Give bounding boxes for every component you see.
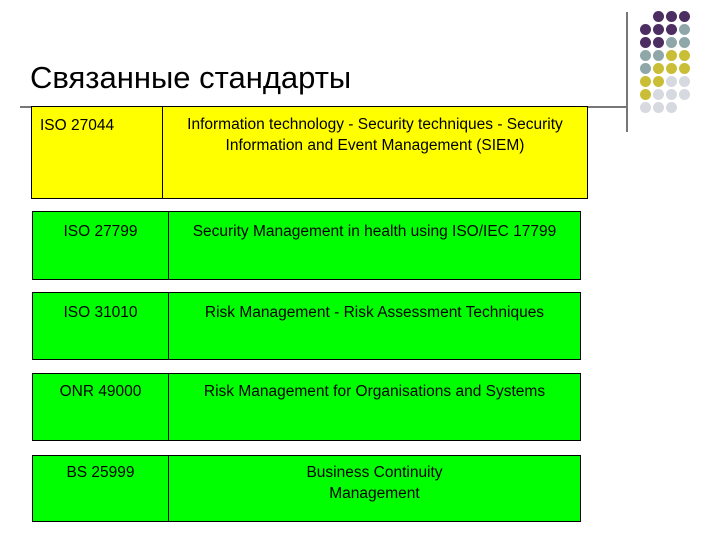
decorative-dot [640, 102, 651, 113]
decorative-dot [666, 50, 677, 61]
decorative-dot [640, 63, 651, 74]
decorative-dot [679, 11, 690, 22]
standard-description: Information technology - Security techniques - Security Information and Event Management (SIEM) [187, 116, 563, 154]
standard-row-bs-25999 [32, 455, 581, 522]
standard-code: ISO 27044 [40, 117, 115, 134]
decorative-dot [640, 50, 651, 61]
decorative-dot [666, 89, 677, 100]
standard-code: ISO 31010 [63, 304, 138, 321]
decorative-dot [640, 37, 651, 48]
decorative-dot [653, 37, 664, 48]
decorative-dot [653, 102, 664, 113]
standard-description: Business Continuity Management [306, 464, 443, 502]
standard-description: Risk Management - Risk Assessment Techniques [204, 304, 545, 321]
decorative-dot [653, 76, 664, 87]
standard-code: ONR 49000 [59, 383, 142, 400]
decorative-dot [679, 24, 690, 35]
decorative-dot [666, 63, 677, 74]
decorative-dot [653, 24, 664, 35]
decorative-dot [666, 37, 677, 48]
decorative-dot [679, 63, 690, 74]
vertical-divider [626, 12, 628, 132]
decorative-dot [640, 76, 651, 87]
decorative-dot [640, 24, 651, 35]
decorative-dot [679, 76, 690, 87]
standard-code: BS 25999 [66, 464, 135, 481]
standard-code: ISO 27799 [63, 223, 138, 240]
decorative-dot [666, 11, 677, 22]
decorative-dot [679, 89, 690, 100]
standard-row-iso-27044 [31, 106, 588, 199]
decorative-dot [640, 89, 651, 100]
standard-description: Security Management in health using ISO/IEC 17799 [192, 223, 557, 240]
decorative-dot [679, 37, 690, 48]
standard-row-iso-31010 [32, 292, 581, 360]
decorative-dot [653, 50, 664, 61]
decorative-dot [679, 50, 690, 61]
decorative-dot [653, 63, 664, 74]
standard-description: Risk Management for Organisations and Systems [203, 383, 546, 400]
standard-row-onr-49000 [32, 373, 581, 441]
decorative-dot [653, 11, 664, 22]
decorative-dot [666, 102, 677, 113]
decorative-dot [666, 76, 677, 87]
decorative-dot [666, 24, 677, 35]
standard-row-iso-27799 [32, 211, 581, 280]
page-title: Связанные стандарты [30, 60, 352, 95]
decorative-dot [653, 89, 664, 100]
